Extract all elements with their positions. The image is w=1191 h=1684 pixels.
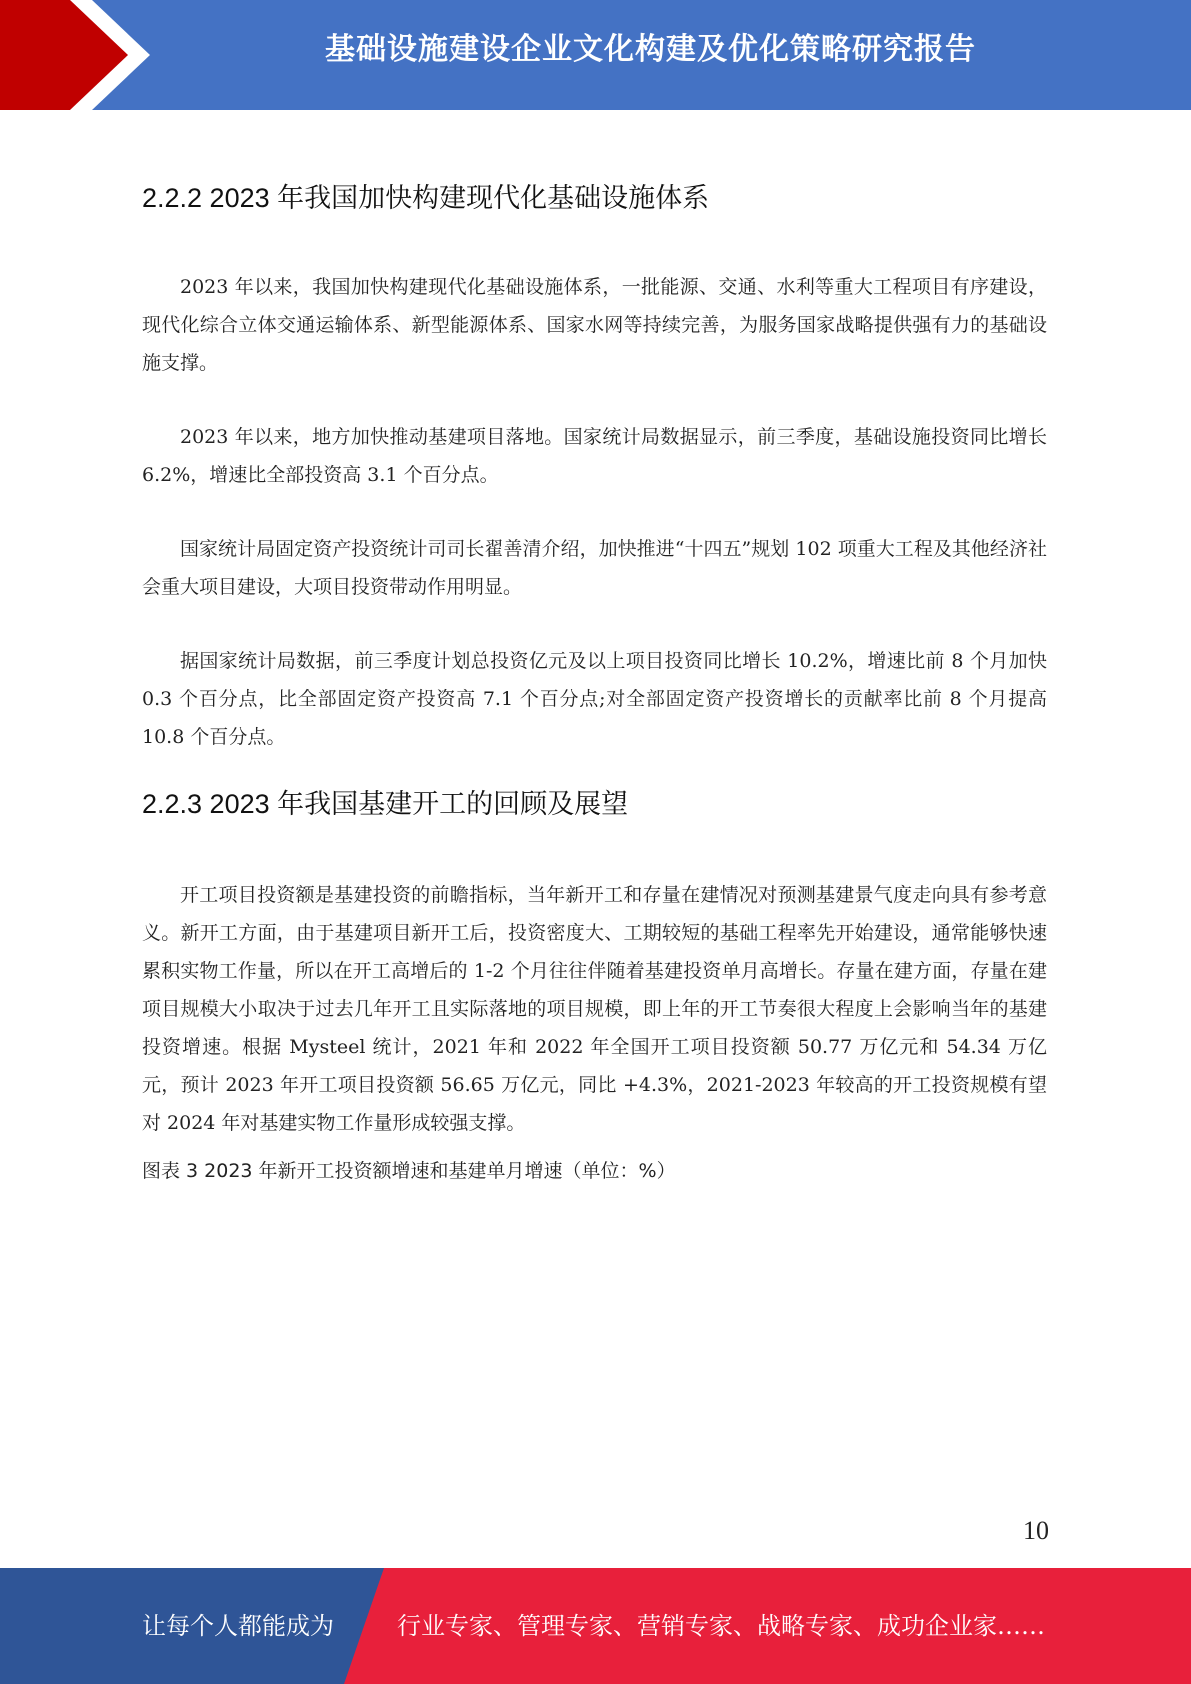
paragraph: 2023 年以来，地方加快推动基建项目落地。国家统计局数据显示，前三季度，基础设施投资同比增长 6.2%，增速比全部投资高 3.1 个百分点。 bbox=[142, 425, 1047, 486]
footer-slogan-right: 行业专家、管理专家、营销专家、战略专家、成功企业家…… bbox=[397, 1612, 1045, 1640]
page-number: 10 bbox=[1023, 1516, 1049, 1545]
footer-banner bbox=[0, 1568, 1191, 1684]
header-banner bbox=[0, 0, 1191, 110]
paragraph: 据国家统计局数据，前三季度计划总投资亿元及以上项目投资同比增长 10.2%，增速比前 8 个月加快 0.3 个百分点，比全部固定资产投资高 7.1 个百分点;对全部固定资产投资增长的贡献率比前 8 个月提高 10.8 个百分点。 bbox=[142, 649, 1047, 748]
paragraph: 国家统计局固定资产投资统计司司长翟善清介绍，加快推进“十四五”规划 102 项重大工程及其他经济社会重大项目建设，大项目投资带动作用明显。 bbox=[142, 537, 1047, 598]
section-heading: 2.2.2 2023 年我国加快构建现代化基础设施体系 bbox=[142, 183, 710, 213]
section-heading: 2.2.3 2023 年我国基建开工的回顾及展望 bbox=[142, 788, 629, 819]
figure-caption: 图表 3 2023 年新开工投资额增速和基建单月增速（单位：%） bbox=[142, 1159, 676, 1182]
paragraph: 2023 年以来，我国加快构建现代化基础设施体系，一批能源、交通、水利等重大工程项目有序建设，现代化综合立体交通运输体系、新型能源体系、国家水网等持续完善，为服务国家战略提供强有力的基础设施支撑。 bbox=[142, 275, 1047, 374]
paragraph: 开工项目投资额是基建投资的前瞻指标，当年新开工和存量在建情况对预测基建景气度走向具有参考意义。新开工方面，由于基建项目新开工后，投资密度大、工期较短的基础工程率先开始建设，通常能够快速累积实物工作量，所以在开工高增后的 1-2 个月往往伴随着基建投资单月高增长。存量在建方面，存量在建项目规模大小取决于过去几年开工且实际落地的项目规模，即上年的开工节奏很大程度上会影响当年的基建投资增速。根据 Mysteel 统计，2021 年和 2022 年全国开工项目投资额 50.77 万亿元和 54.34 万亿元，预计 2023 年开工项目投资额 56.65 万亿元，同比 +4.3%，2021-2023 年较高的开工投资规模有望对 2024 年对基建实物工作量形成较强支撑。 bbox=[142, 883, 1047, 1134]
document-title: 基础设施建设企业文化构建及优化策略研究报告 bbox=[325, 32, 976, 67]
page-content bbox=[142, 180, 1047, 1186]
footer-slogan-left: 让每个人都能成为 bbox=[142, 1612, 334, 1640]
